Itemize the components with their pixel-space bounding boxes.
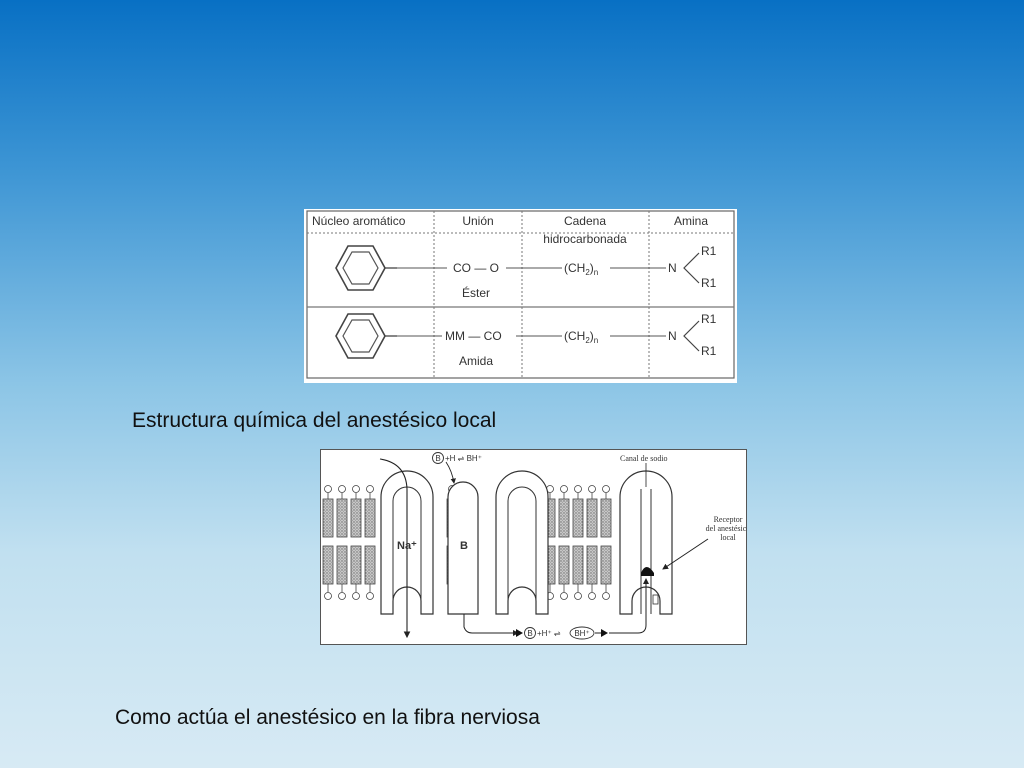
- r1-bottom-row2: R1: [701, 344, 717, 358]
- header-aromatic-nucleus: Núcleo aromático: [312, 214, 406, 228]
- bottom-eq-mid: +H⁺ ⇌: [537, 629, 561, 638]
- nerve-fiber-diagram: [320, 449, 747, 645]
- benzene-ring-icon: [336, 314, 385, 358]
- sodium-ion-label: Na⁺: [397, 540, 417, 552]
- amide-bond: MM — CO: [445, 329, 502, 343]
- receptor-label-3: local: [720, 533, 736, 542]
- bottom-eq-bh: BH⁺: [574, 629, 590, 638]
- caption-chemical-structure: Estructura química del anestésico local: [132, 409, 497, 432]
- benzene-ring-icon: [336, 246, 385, 290]
- ester-bond: CO — O: [453, 261, 500, 275]
- r1-bottom-row1: R1: [701, 276, 717, 290]
- sodium-channel-label: Canal de sodio: [620, 454, 668, 463]
- nerve-fiber-figure: [320, 449, 747, 645]
- top-eq-b: B: [435, 454, 441, 463]
- header-amine: Amina: [673, 214, 709, 228]
- chain-row1: $(CH_2)_n$: [564, 261, 599, 277]
- receptor-label-1: Receptor: [713, 515, 743, 524]
- amine-n-row2: N: [668, 329, 677, 343]
- header-union: Unión: [462, 214, 494, 228]
- amide-label: Amida: [459, 354, 494, 368]
- caption-nerve-fiber: Como actúa el anestésico en la fibra nerviosa: [115, 706, 540, 729]
- chemical-structure-figure: [304, 209, 737, 383]
- top-eq-rest: +H ⇌ BH⁺: [445, 454, 482, 463]
- r1-top-row2: R1: [701, 312, 717, 326]
- header-chain-2: hidrocarbonada: [543, 232, 627, 246]
- receptor-label-2: del anestésico: [705, 524, 747, 533]
- base-label: B: [460, 540, 468, 552]
- ester-label: Éster: [462, 286, 491, 300]
- r1-top-row1: R1: [701, 244, 717, 258]
- header-chain: Cadena: [563, 214, 607, 228]
- chemical-structure-diagram: [304, 209, 737, 383]
- chain-row2: $(CH_2)_n$: [564, 329, 599, 345]
- bottom-eq-b: B: [527, 629, 533, 638]
- amine-n-row1: N: [668, 261, 677, 275]
